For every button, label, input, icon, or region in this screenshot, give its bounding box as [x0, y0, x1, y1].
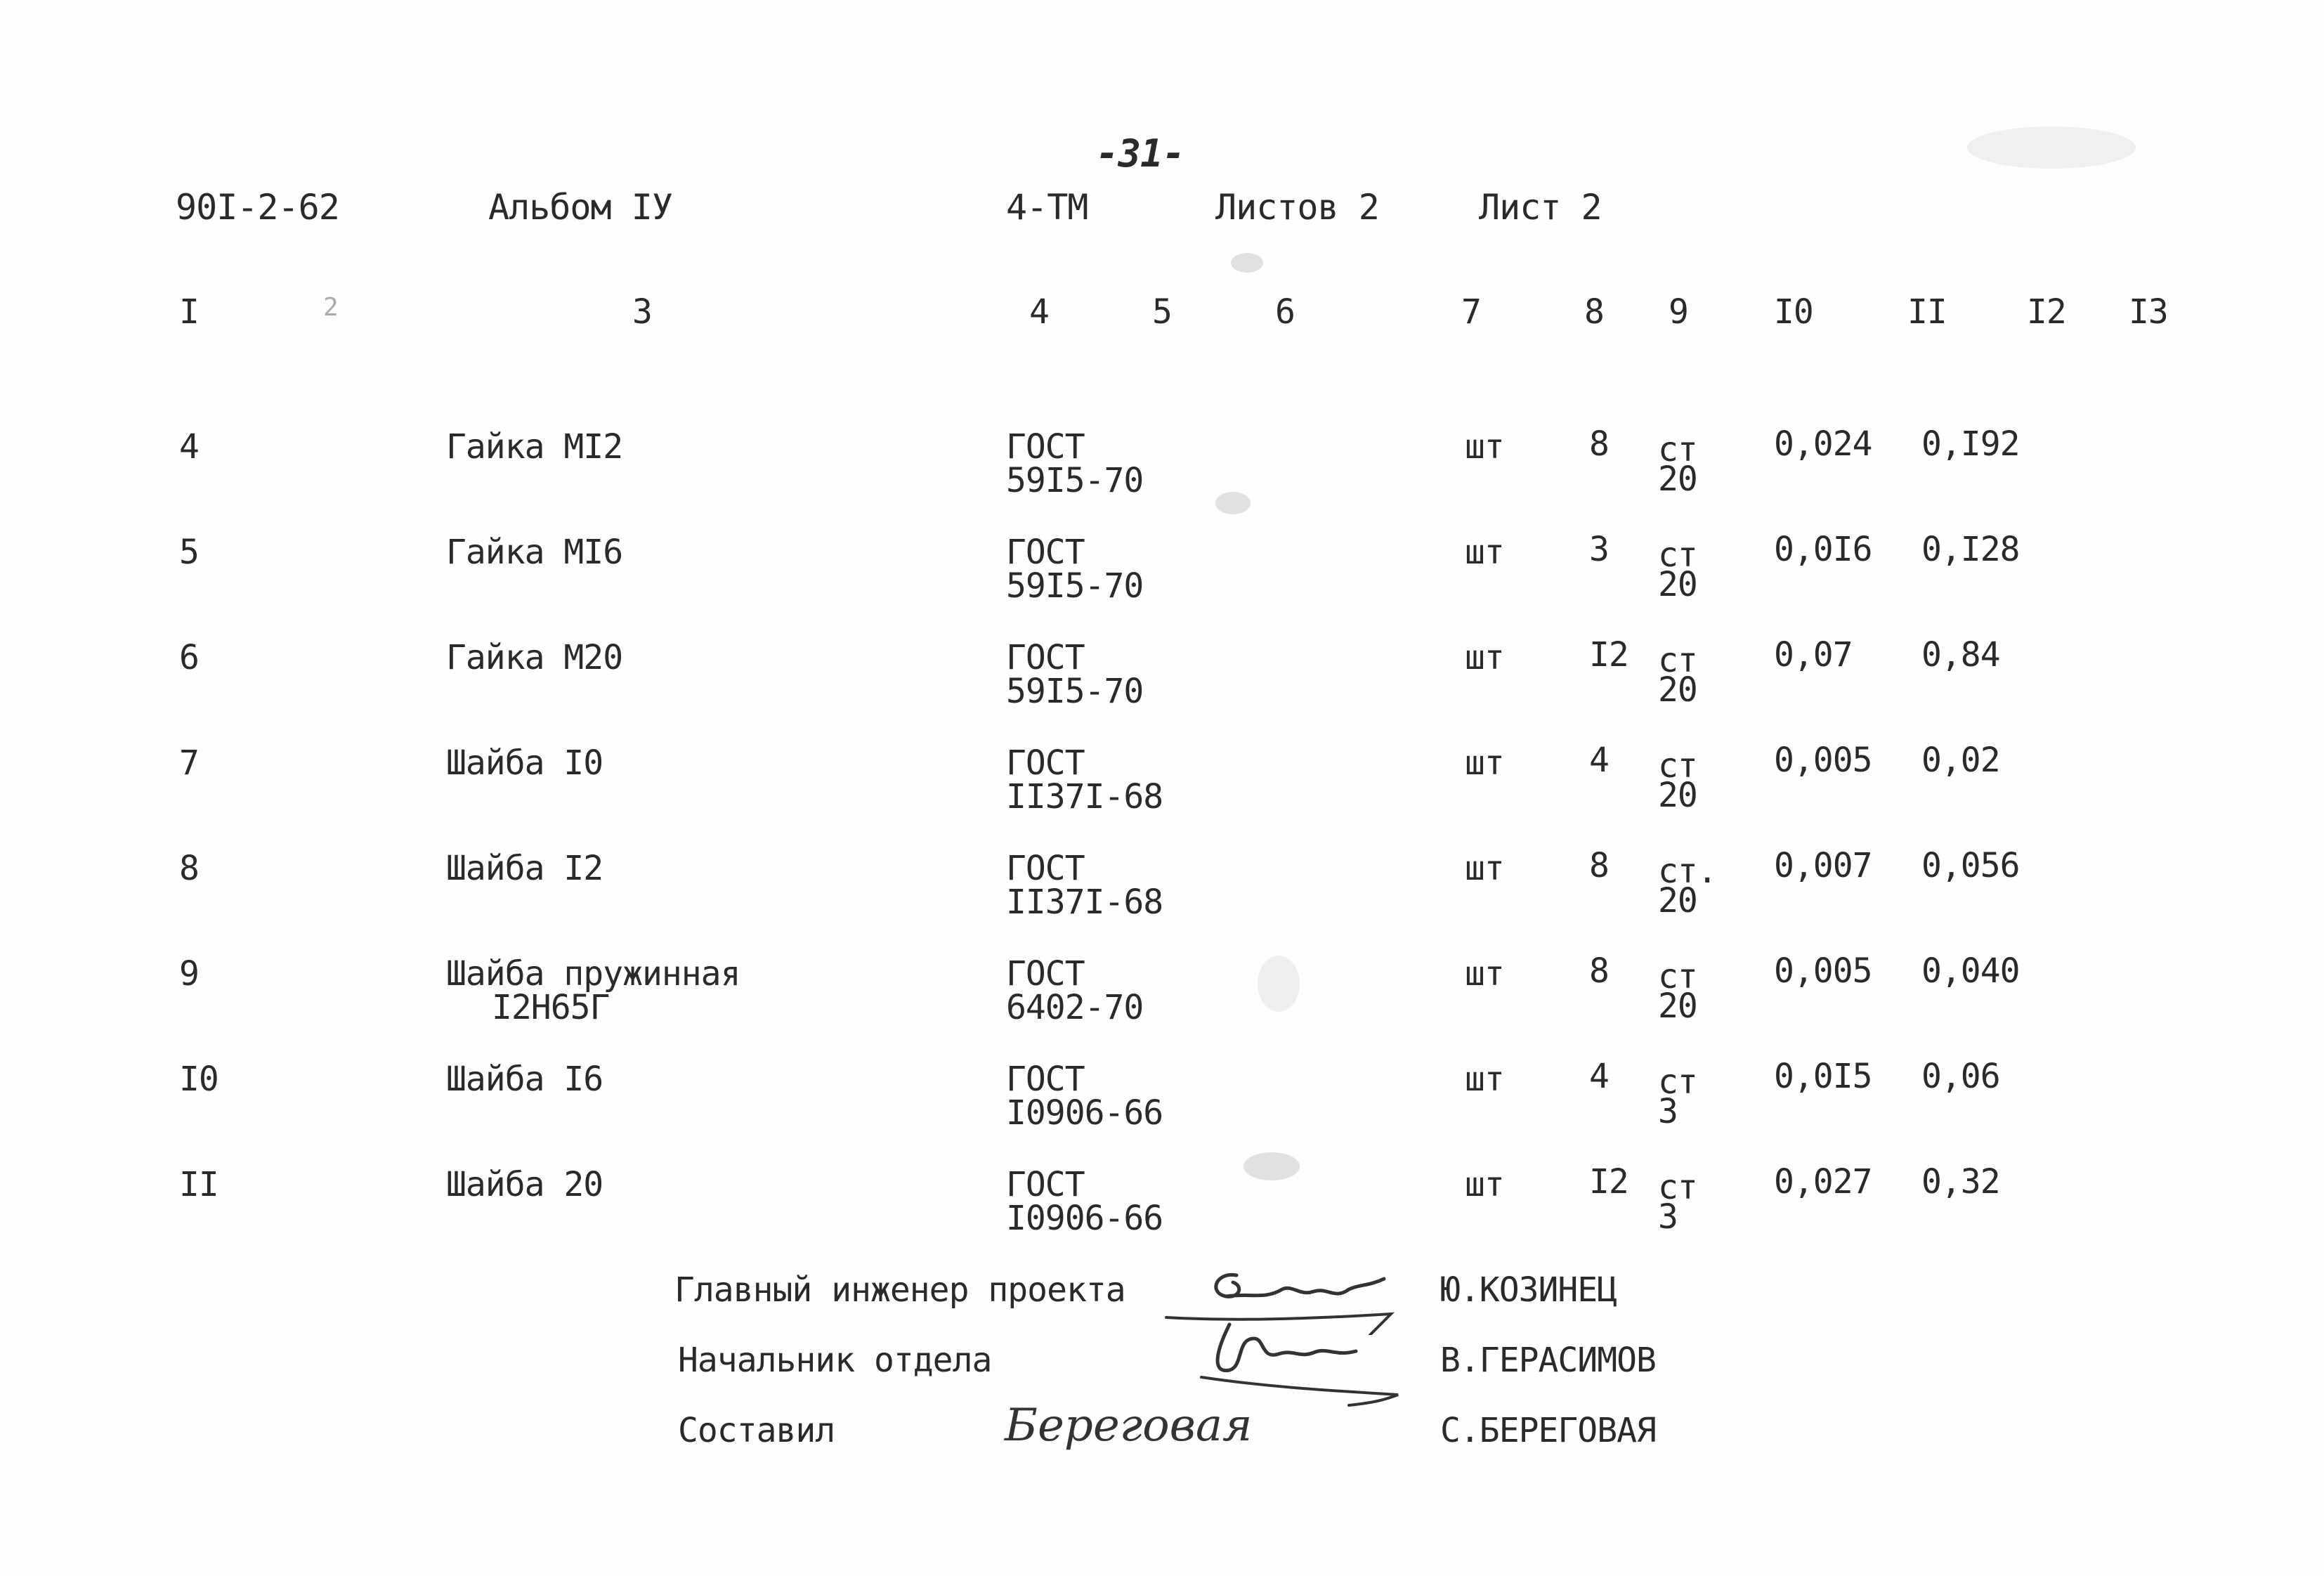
standard-label: ГОСТ — [1006, 849, 1085, 888]
standard-label: ГОСТ — [1006, 1060, 1085, 1099]
unit-mass: 0,007 — [1774, 846, 1872, 885]
total-mass: 0,02 — [1921, 741, 2000, 780]
column-number: I0 — [1774, 292, 1813, 332]
material-grade: ст — [1658, 430, 1697, 469]
standard-number: 59I5-70 — [1006, 566, 1144, 606]
column-number: 5 — [1152, 292, 1172, 332]
quantity: 8 — [1589, 424, 1609, 464]
quantity: 8 — [1589, 846, 1609, 885]
page-number: -31- — [1096, 131, 1185, 176]
standard-number: I0906-66 — [1006, 1093, 1163, 1133]
standard-number: 59I5-70 — [1006, 672, 1144, 711]
column-number: II — [1907, 292, 1947, 332]
item-name: Шайба I0 — [446, 743, 603, 783]
column-number: 8 — [1584, 292, 1604, 332]
standard-number: 59I5-70 — [1006, 461, 1144, 500]
standard-number: I0906-66 — [1006, 1199, 1163, 1238]
scan-noise — [1215, 492, 1251, 514]
chief-engineer-name: Ю.КОЗИНЕЦ — [1440, 1270, 1617, 1310]
total-mass: 0,I92 — [1921, 424, 2020, 464]
item-name: Гайка МI2 — [446, 427, 623, 467]
position-number: 5 — [179, 533, 199, 572]
total-mass: 0,84 — [1921, 635, 2000, 675]
unit: шт — [1465, 849, 1504, 888]
item-name: Шайба I6 — [446, 1060, 603, 1099]
unit-mass: 0,07 — [1774, 635, 1853, 675]
unit: шт — [1465, 638, 1504, 677]
standard-label: ГОСТ — [1006, 743, 1085, 783]
svg-text:Береговая: Береговая — [1005, 1400, 1253, 1452]
sheet-number: Лист 2 — [1479, 187, 1602, 228]
total-mass: 0,056 — [1921, 846, 2020, 885]
column-number: 4 — [1029, 292, 1049, 332]
material-number: 20 — [1658, 881, 1697, 920]
unit: шт — [1465, 1165, 1504, 1204]
quantity: I2 — [1589, 1162, 1628, 1201]
quantity: 8 — [1589, 951, 1609, 991]
unit: шт — [1465, 743, 1504, 783]
department-head-role: Начальник отдела — [678, 1341, 992, 1380]
material-grade: ст — [1658, 746, 1697, 786]
material-grade: ст — [1658, 1062, 1697, 1102]
standard-number: 6402-70 — [1006, 988, 1144, 1027]
material-number: 20 — [1658, 460, 1697, 499]
unit-mass: 0,027 — [1774, 1162, 1872, 1201]
material-grade: ст — [1658, 957, 1697, 996]
material-grade: ст — [1658, 1168, 1697, 1207]
unit: шт — [1465, 954, 1504, 994]
standard-label: ГОСТ — [1006, 638, 1085, 677]
unit: шт — [1465, 1060, 1504, 1099]
standard-number: II37I-68 — [1006, 777, 1163, 816]
column-number: I — [179, 292, 199, 332]
quantity: 4 — [1589, 741, 1609, 780]
scan-noise — [1243, 1152, 1300, 1180]
standard-label: ГОСТ — [1006, 427, 1085, 467]
material-number: 3 — [1658, 1092, 1678, 1131]
unit-mass: 0,005 — [1774, 741, 1872, 780]
column-number: 7 — [1461, 292, 1481, 332]
material-grade: ст. — [1658, 852, 1717, 891]
material-number: 20 — [1658, 565, 1697, 604]
material-number: 3 — [1658, 1197, 1678, 1237]
quantity: 3 — [1589, 530, 1609, 569]
column-number: 9 — [1669, 292, 1688, 332]
position-number: 4 — [179, 427, 199, 467]
position-number: II — [179, 1165, 218, 1204]
standard-label: ГОСТ — [1006, 1165, 1085, 1204]
total-mass: 0,I28 — [1921, 530, 2020, 569]
total-mass: 0,32 — [1921, 1162, 2000, 1201]
standard-label: ГОСТ — [1006, 954, 1085, 994]
sheet-code: 4-ТМ — [1006, 187, 1088, 228]
total-mass: 0,06 — [1921, 1057, 2000, 1096]
department-head-name: В.ГЕРАСИМОВ — [1440, 1341, 1656, 1380]
sheets-total: Листов 2 — [1215, 187, 1379, 228]
position-number: 7 — [179, 743, 199, 783]
unit: шт — [1465, 427, 1504, 467]
column-number: 6 — [1275, 292, 1295, 332]
unit-mass: 0,005 — [1774, 951, 1872, 991]
compiled-by-signature — [998, 1391, 1279, 1468]
item-name: Гайка МI6 — [446, 533, 623, 572]
position-number: 9 — [179, 954, 199, 994]
quantity: 4 — [1589, 1057, 1609, 1096]
position-number: 8 — [179, 849, 199, 888]
unit: шт — [1465, 533, 1504, 572]
material-number: 20 — [1658, 986, 1697, 1026]
total-mass: 0,040 — [1921, 951, 2020, 991]
position-number: 6 — [179, 638, 199, 677]
standard-number: II37I-68 — [1006, 883, 1163, 922]
column-number: I2 — [2027, 292, 2066, 332]
album-label: Альбом IУ — [488, 187, 672, 228]
unit-mass: 0,0I6 — [1774, 530, 1872, 569]
compiled-by-name: С.БЕРЕГОВАЯ — [1440, 1411, 1656, 1450]
item-name: Шайба I2 — [446, 849, 603, 888]
column-number: 2 — [323, 293, 338, 322]
item-name: Шайба 20 — [446, 1165, 603, 1204]
material-grade: ст — [1658, 641, 1697, 680]
material-number: 20 — [1658, 776, 1697, 815]
compiled-by-role: Составил — [678, 1411, 835, 1450]
doc-code: 90I-2-62 — [176, 187, 339, 228]
standard-label: ГОСТ — [1006, 533, 1085, 572]
material-number: 20 — [1658, 670, 1697, 710]
material-grade: ст — [1658, 535, 1697, 575]
scan-noise — [1258, 956, 1300, 1012]
column-number: 3 — [632, 292, 652, 332]
scan-noise — [1967, 126, 2136, 169]
column-number: I3 — [2129, 292, 2168, 332]
unit-mass: 0,024 — [1774, 424, 1872, 464]
chief-engineer-role: Главный инженер проекта — [674, 1270, 1125, 1310]
item-name-line2: I2Н65Г — [492, 988, 610, 1027]
scan-noise — [1231, 253, 1263, 273]
unit-mass: 0,0I5 — [1774, 1057, 1872, 1096]
item-name: Гайка М20 — [446, 638, 623, 677]
quantity: I2 — [1589, 635, 1628, 675]
position-number: I0 — [179, 1060, 218, 1099]
item-name: Шайба пружинная — [446, 954, 740, 994]
